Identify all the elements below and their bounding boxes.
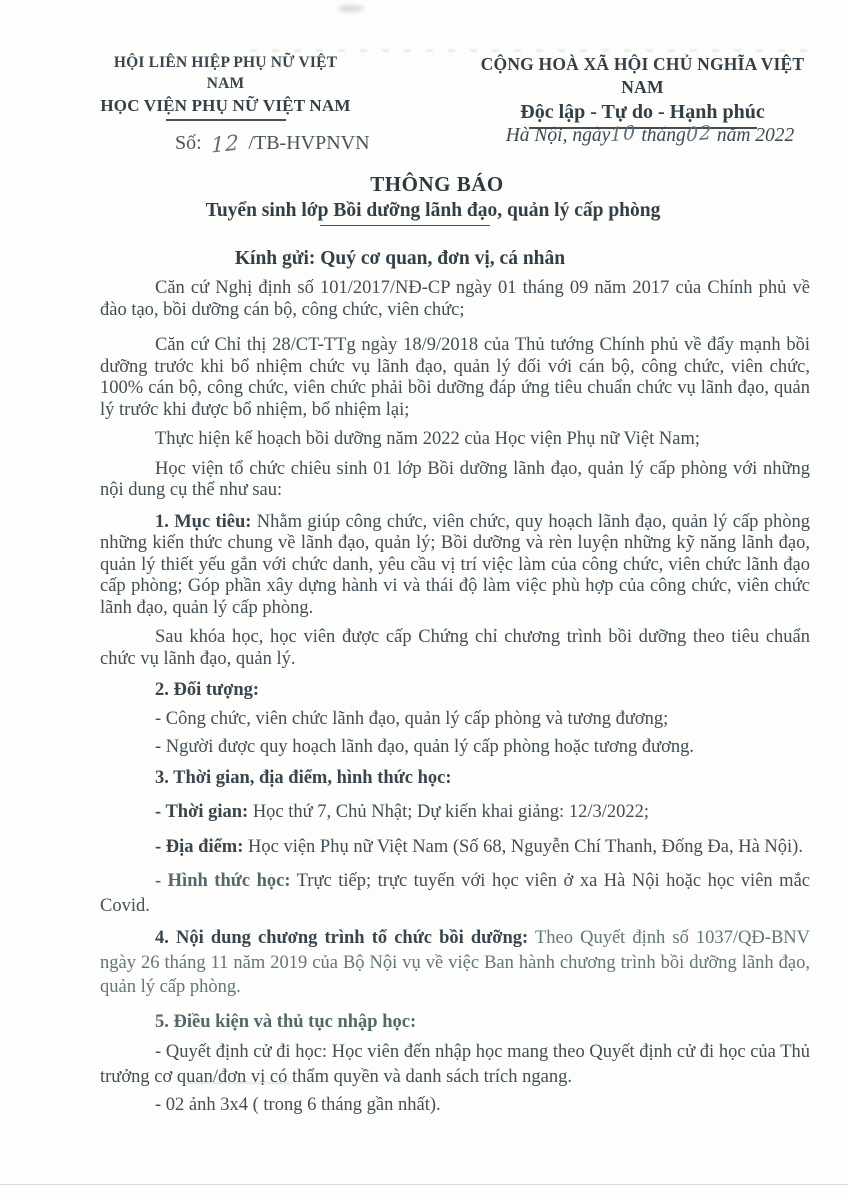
section-heading: 5. Điều kiện và thủ tục nhập học:: [155, 1011, 417, 1032]
paragraph-text: Sau khóa học, học viên được cấp Chứng chỉ chương trình bồi dưỡng theo tiêu chuẩn chức vụ lãnh đạo, quản lý.: [100, 627, 810, 669]
org-parent-name: HỘI LIÊN HIỆP PHỤ NỮ VIỆT NAM: [113, 54, 338, 92]
paragraph-location-item: [100, 835, 810, 860]
paragraph-text: - Quyết định cử đi học: Học viên đến nhập học mang theo Quyết định cử đi học của Thủ trưởng cơ quan/đơn vị có thẩm quyền và danh sách trích ngang.: [100, 1042, 810, 1087]
document-subtitle: Tuyển sinh lớp Bồi dưỡng lãnh đạo, quản lý cấp phòng: [205, 200, 661, 221]
paragraph-text: Trực tiếp; trực tuyến với học viên ở xa Hà Nội hoặc học viên mắc Covid.: [100, 871, 810, 916]
paragraph-text: Học viện Phụ nữ Việt Nam (Số 68, Nguyễn Chí Thanh, Đống Đa, Hà Nội).: [243, 836, 803, 857]
paragraph-section-5-heading: [100, 1010, 810, 1035]
date-day-handwritten: 10: [610, 121, 637, 147]
issuing-org-block: [98, 52, 353, 121]
national-motto: Độc lập - Tự do - Hạnh phúc: [520, 101, 765, 123]
paragraph-text: Căn cứ Nghị định số 101/2017/NĐ-CP ngày 01 tháng 09 năm 2017 của Chính phủ về đào tạo, bồi dưỡng cán bộ, công chức, viên chức;: [100, 278, 810, 320]
paragraph-text: Theo Quyết định số 1037/QĐ-BNV ngày 26 tháng 11 năm 2019 của Bộ Nội vụ về việc Ban hành chương trình bồi dưỡng lãnh đạo, quản lý cấp phòng.: [100, 928, 811, 997]
document-title: THÔNG BÁO: [370, 172, 504, 196]
section-heading: 3. Thời gian, địa điểm, hình thức học:: [155, 767, 452, 788]
paragraph-plan-2022: [100, 429, 810, 451]
date-prefix: Hà Nội, ngày: [505, 125, 611, 146]
paragraph-text: Căn cứ Chỉ thị 28/CT-TTg ngày 18/9/2018 của Thủ tướng Chính phủ về đẩy mạnh bồi dưỡng trước khi bổ nhiệm chức vụ lãnh đạo, quản lý đối với cán bộ, công chức, viên chức, 100% cán bộ, công chức, viên chức phải bồi dưỡng đáp ứng tiêu chuẩn chức vụ lãnh đạo, quản lý trước khi được bổ nhiệm, bổ nhiệm lại;: [100, 335, 810, 420]
reference-number-line: [175, 130, 370, 158]
paragraph-admission-item-1: [100, 1040, 810, 1089]
national-title: CỘNG HOÀ XÃ HỘI CHỦ NGHĨA VIỆT NAM: [480, 54, 805, 97]
paragraph-legal-basis-1: [100, 278, 810, 321]
date-month-handwritten: 02: [685, 121, 712, 147]
scan-smudge-artifact: [338, 5, 364, 12]
item-label: - Hình thức học:: [155, 871, 291, 891]
section-heading: 2. Đối tượng:: [155, 680, 260, 700]
section-heading: 4. Nội dung chương trình tổ chức bồi dưỡng:: [155, 928, 529, 948]
paragraph-section-3-heading: [100, 766, 810, 791]
date-mid: tháng: [641, 125, 686, 146]
scan-edge-line: [0, 1184, 848, 1185]
item-label: - Thời gian:: [155, 802, 249, 822]
title-block: [100, 172, 810, 270]
section-heading: 1. Mục tiêu:: [155, 511, 252, 532]
paragraph-text: Nhằm giúp công chức, viên chức, quy hoạch lãnh đạo, quản lý cấp phòng những kiến thức chung về lãnh đạo, quản lý; Bồi dưỡng và rèn luyện những kỹ năng lãnh đạo, quản lý thiết yếu gắn với chức danh, yêu cầu vị trí việc làm của công chức, viên chức lãnh đạo cấp phòng; Góp phần xây dựng hành vi và thái độ làm việc phù hợp của công chức, viên chức lãnh đạo, quản lý cấp phòng.: [100, 511, 810, 618]
subtitle-underline: [320, 225, 490, 226]
salutation-line: Kính gửi: Quý cơ quan, đơn vị, cá nhân: [234, 248, 566, 269]
paragraph-text: - Công chức, viên chức lãnh đạo, quản lý cấp phòng và tương đương;: [155, 708, 669, 729]
paragraph-text: Học thứ 7, Chủ Nhật; Dự kiến khai giảng: 12/3/2022;: [248, 802, 649, 822]
paragraph-announcement: [100, 459, 810, 502]
paragraph-time-item: [100, 800, 810, 825]
paragraph-legal-basis-2: [100, 335, 810, 421]
paragraph-target-item-1: [100, 707, 810, 732]
ref-number-handwritten: 12: [210, 130, 240, 158]
document-body: [100, 278, 810, 1118]
paragraph-format-item: [100, 869, 810, 918]
national-header-block: [470, 53, 815, 129]
ref-label: Số:: [175, 132, 202, 154]
date-suffix: năm 2022: [716, 125, 795, 146]
paragraph-text: Thực hiện kế hoạch bồi dưỡng năm 2022 của Học viện Phụ nữ Việt Nam;: [155, 429, 700, 449]
paragraph-section-1-objective: [100, 512, 810, 620]
paragraph-section-2-heading: [100, 678, 810, 703]
org-name: HỌC VIỆN PHỤ NỮ VIỆT NAM: [100, 96, 351, 115]
paragraph-section-4-content: [100, 926, 810, 1000]
ref-suffix: /TB-HVPNVN: [248, 132, 370, 154]
paragraph-text: Học viện tổ chức chiêu sinh 01 lớp Bồi dưỡng lãnh đạo, quản lý cấp phòng với những nội dung cụ thể như sau:: [100, 458, 810, 500]
paragraph-text: - 02 ảnh 3x4 ( trong 6 tháng gần nhất).: [155, 1095, 441, 1115]
item-label: - Địa điểm:: [155, 836, 244, 857]
org-underline: [166, 119, 286, 121]
paragraph-text: - Người được quy hoạch lãnh đạo, quản lý cấp phòng hoặc tương đương.: [155, 737, 695, 757]
paragraph-target-item-2: [100, 735, 810, 760]
paragraph-certificate: [100, 627, 810, 670]
paragraph-admission-item-2: [100, 1093, 810, 1118]
place-date-line: [470, 121, 830, 147]
